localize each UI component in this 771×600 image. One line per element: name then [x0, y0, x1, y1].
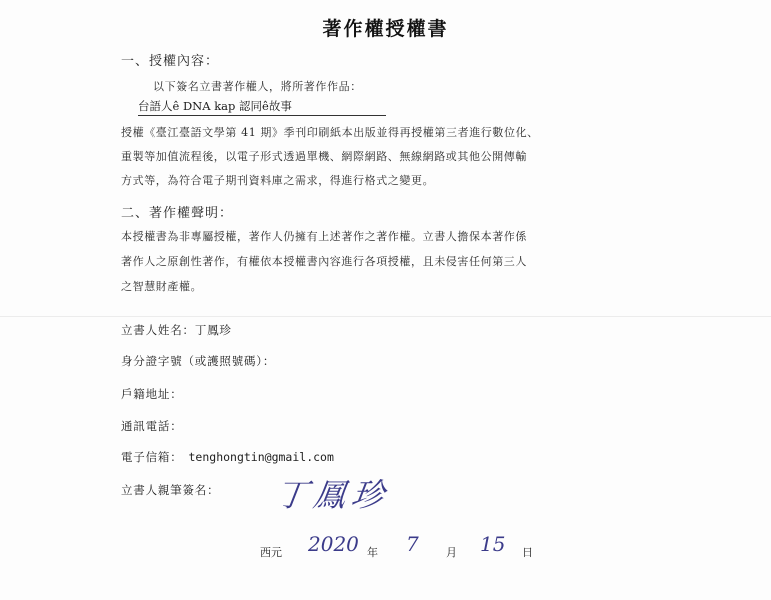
divider	[0, 316, 771, 317]
signature-field	[121, 482, 219, 498]
address-field	[121, 386, 183, 402]
section1-line: 授權《臺江臺語文學第 41 期》季刊印刷紙本出版並得再授權第三者進行數位化、	[121, 126, 539, 139]
section2-line: 本授權書為非專屬授權，著作人仍擁有上述著作之著作權。立書人擔保本著作係	[121, 230, 527, 243]
phone-field	[121, 418, 183, 434]
date-day-label: 日	[522, 546, 533, 559]
id-label: 身分證字號（或護照號碼）：	[121, 354, 276, 368]
id-field	[121, 353, 275, 369]
email-value: tenghongtin@gmail.com	[188, 450, 334, 464]
name-field	[121, 322, 232, 338]
name-label: 立書人姓名：	[121, 323, 195, 337]
section1-heading: 一、授權內容：	[121, 54, 220, 69]
email-label: 電子信箱：	[121, 450, 183, 464]
section2-heading: 二、著作權聲明：	[121, 206, 234, 221]
section1-intro: 以下簽名立書著作權人，將所著作作品：	[153, 80, 362, 93]
phone-label: 通訊電話：	[121, 419, 183, 433]
email-field	[121, 449, 334, 465]
section1-line: 重製等加值流程後，以電子形式透過單機、網際網路、無線網路或其他公開傳輸	[121, 150, 527, 163]
signature-label: 立書人親筆簽名：	[121, 483, 220, 497]
work-title: 台語人ê DNA kap 認同ê故事	[138, 98, 386, 116]
handwritten-signature: 丁鳳珍	[273, 476, 393, 514]
date-day: 15	[480, 532, 506, 556]
section2-line: 著作人之原創性著作，有權依本授權書內容進行各項授權，且未侵害任何第三人	[121, 255, 527, 268]
document-title: 著作權授權書	[322, 18, 449, 40]
date-year: 2020	[308, 532, 359, 556]
section1-line: 方式等，為符合電子期刊資料庫之需求，得進行格式之變更。	[121, 174, 435, 187]
name-value: 丁鳳珍	[194, 323, 232, 337]
date-year-label: 年	[367, 546, 378, 559]
date-month-label: 月	[446, 546, 457, 559]
address-label: 戶籍地址：	[121, 387, 183, 401]
section2-line: 之智慧財產權。	[121, 280, 203, 293]
date-month: 7	[406, 532, 419, 556]
date-era-label: 西元	[260, 546, 282, 559]
